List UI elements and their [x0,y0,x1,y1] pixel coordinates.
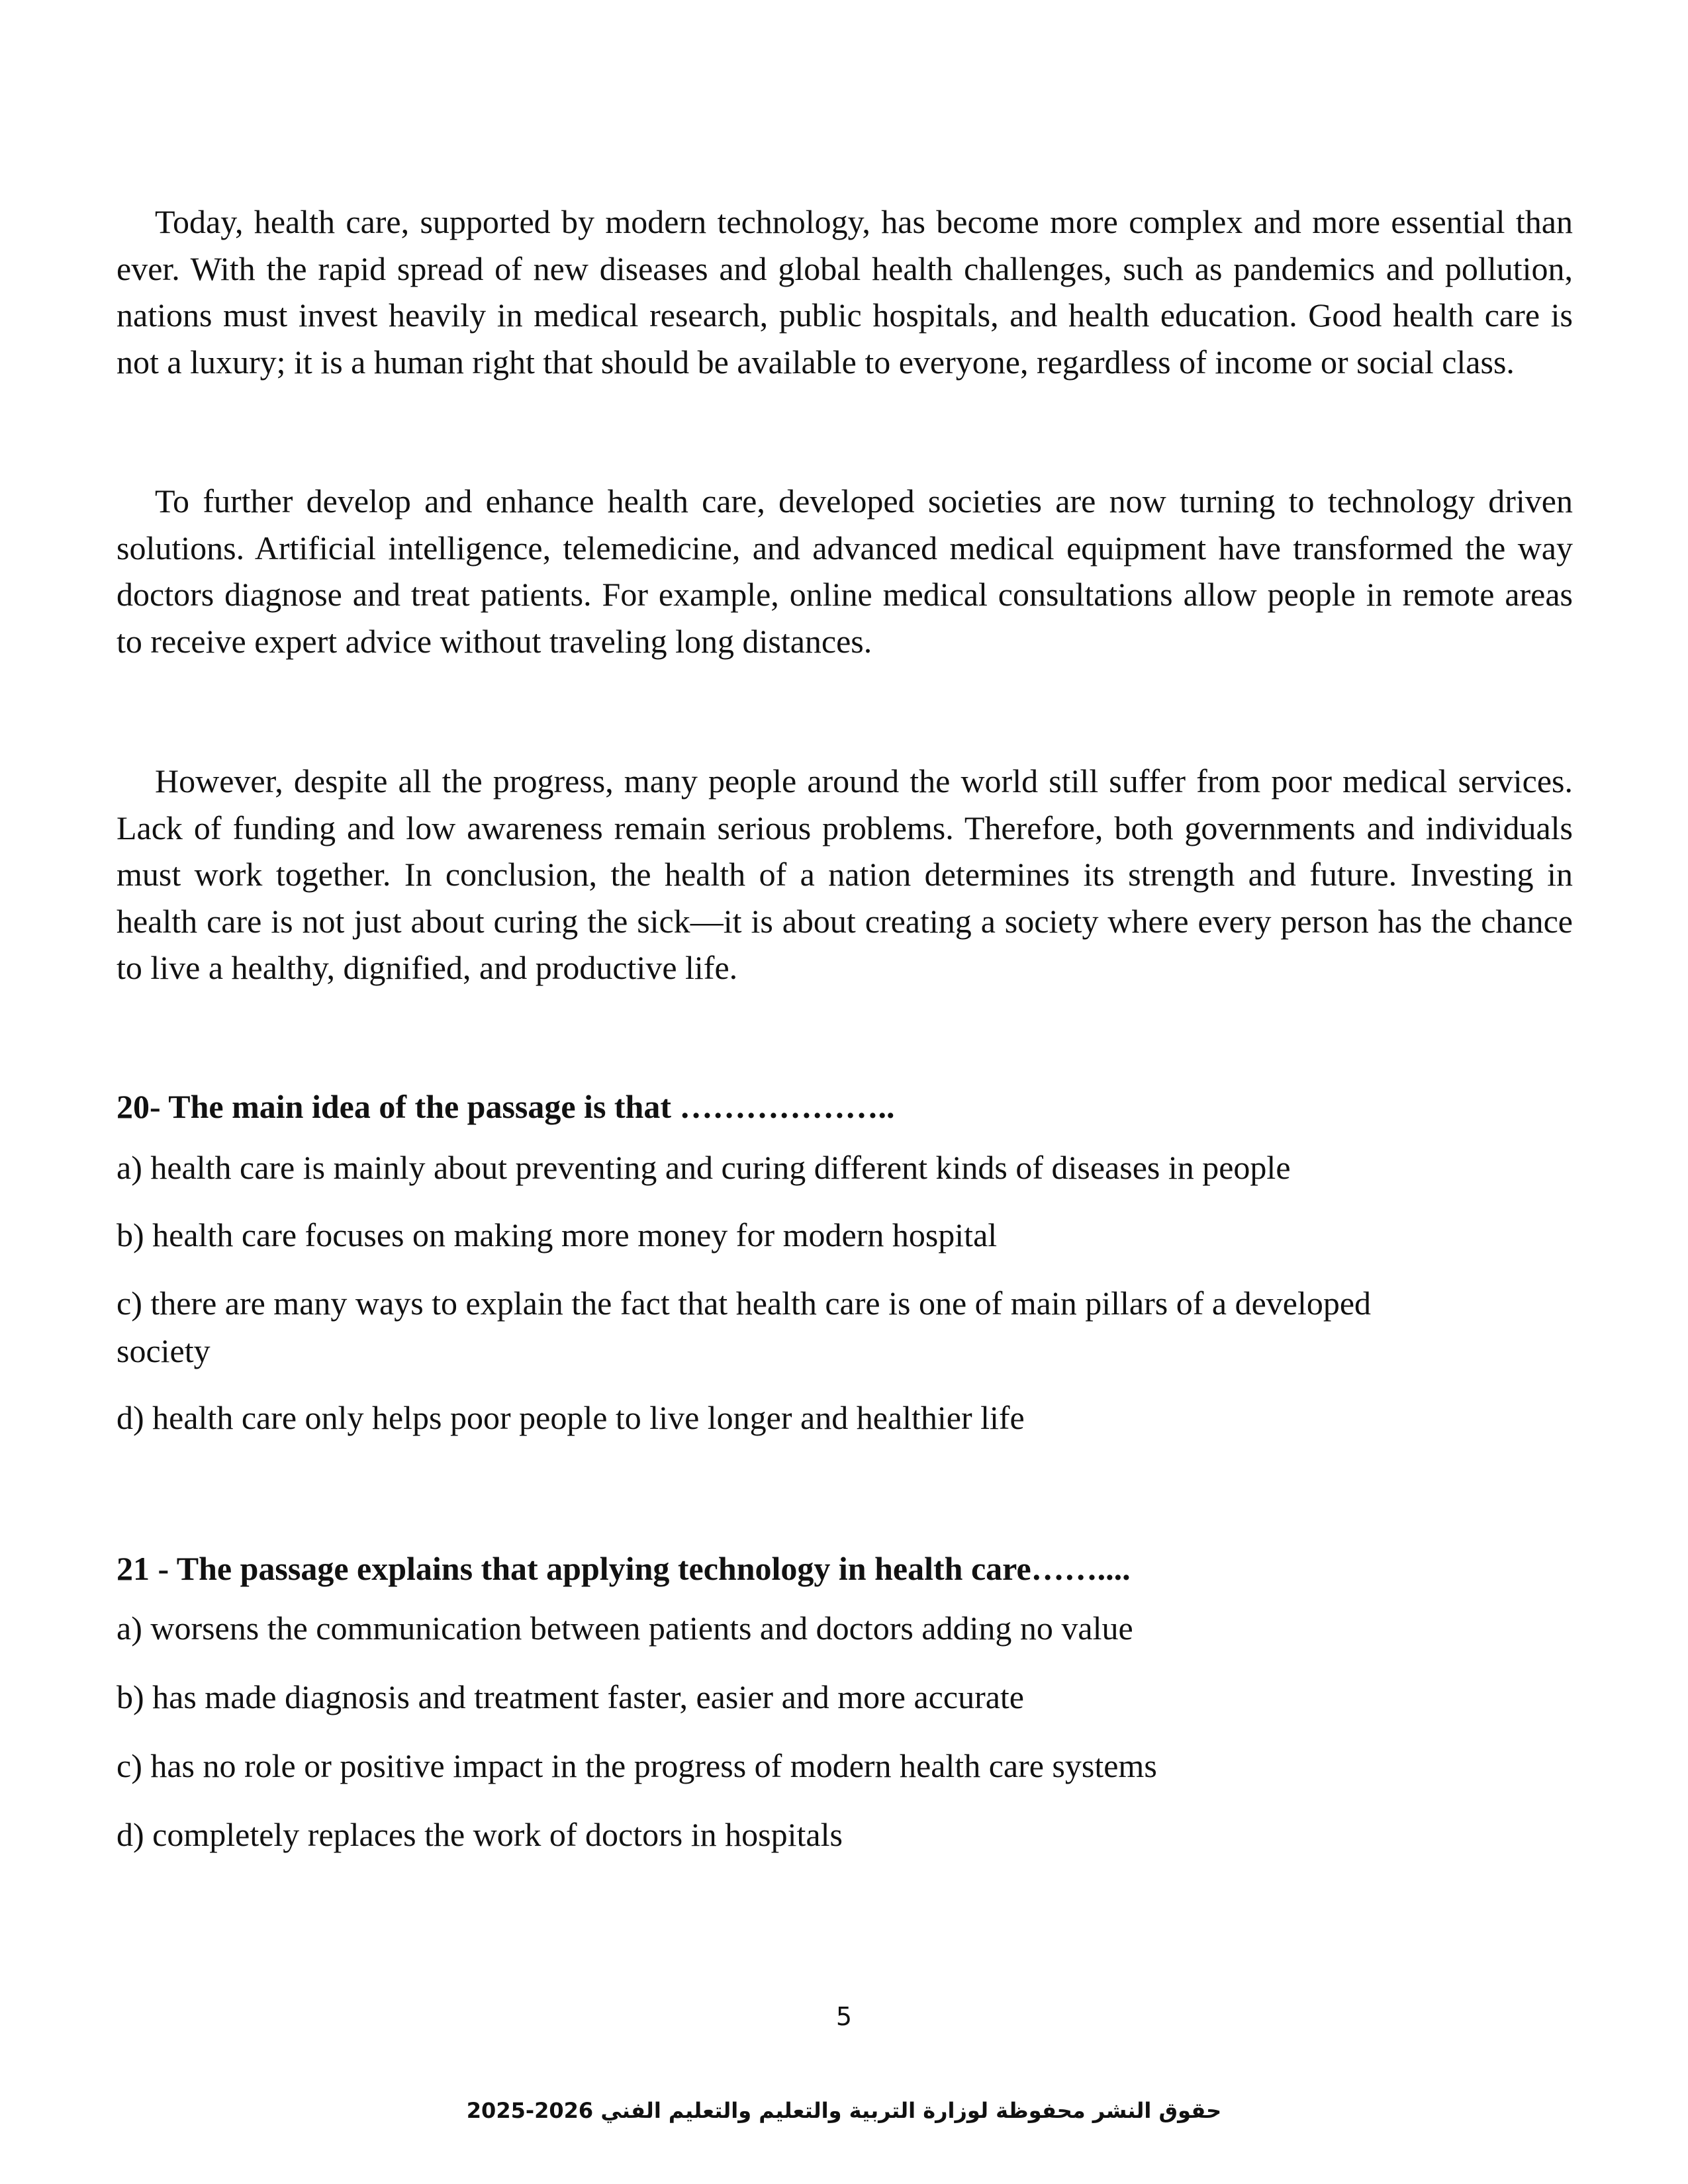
question-21-title: 21 - The passage explains that applying technology in health care…….... [117,1550,1131,1587]
copyright-footer: حقوق النشر محفوظة لوزارة التربية والتعليم والتعليم الفني 2026-2025 [466,2098,1222,2123]
question-20-title: 20- The main idea of the passage is that ……………….. [117,1088,895,1125]
passage-paragraph-3: However, despite all the progress, many people around the world still suffer from poor medical services. Lack of funding and low awareness remain serious problems. Therefore, both governments and individuals must work together. In conclusion, the health of a nation determines its strength and future. Investing in health care is not just about curing the sick—it is about creating a society where every person has the chance to live a healthy, dignified, and productive life. [117,762,1573,986]
question-20-option-c[interactable]: c) there are many ways to explain the fact that health care is one of main pillars of a developed society [117,1285,1372,1369]
page-number: 5 [835,2002,853,2031]
question-21-option-c[interactable]: c) has no role or positive impact in the progress of modern health care systems [117,1747,1157,1784]
question-20-option-d[interactable]: d) health care only helps poor people to live longer and healthier life [117,1399,1025,1436]
passage-paragraph-1: Today, health care, supported by modern technology, has become more complex and more essential than ever. With the rapid spread of new diseases and global health challenges, such as pandemics and pollution, nations must invest heavily in medical research, public hospitals, and health education. Good health care is not a luxury; it is a human right that should be available to everyone, regardless of income or social class. [117,203,1573,381]
question-21-option-d[interactable]: d) completely replaces the work of doctors in hospitals [117,1816,843,1853]
question-20-option-b[interactable]: b) health care focuses on making more money for modern hospital [117,1216,998,1253]
passage-paragraph-2: To further develop and enhance health care, developed societies are now turning to technology driven solutions. Artificial intelligence, telemedicine, and advanced medical equipment have transformed the way doctors diagnose and treat patients. For example, online medical consultations allow people in remote areas to receive expert advice without traveling long distances. [117,482,1573,660]
question-21-option-b[interactable]: b) has made diagnosis and treatment faster, easier and more accurate [117,1678,1024,1715]
question-21-option-a[interactable]: a) worsens the communication between patients and doctors adding no value [117,1610,1133,1647]
question-20-option-a[interactable]: a) health care is mainly about preventing and curing different kinds of diseases in people [117,1149,1291,1186]
